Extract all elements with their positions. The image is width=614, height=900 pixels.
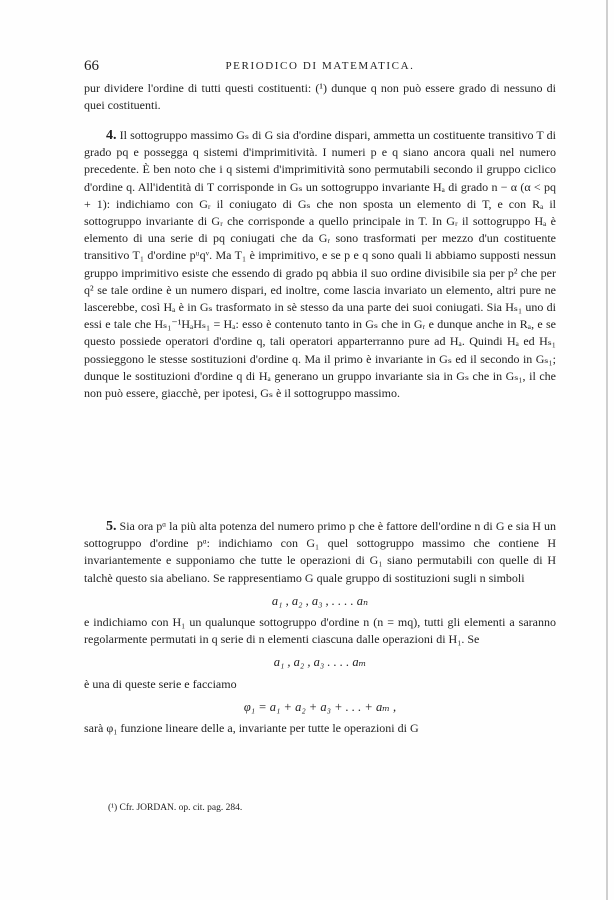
page-number: 66	[84, 58, 99, 74]
intro-paragraph: pur dividere l'ordine di tutti questi costituenti: (¹) dunque q non può essere grado di nessuno di quei costituenti.	[84, 81, 556, 113]
section-5	[84, 518, 556, 737]
section-5-text-2: e indichiamo con H₁ un qualunque sottogruppo d'ordine n (n = mq), tutti gli elementi a saranno regolarmente permutati in q serie di n elementi ciascuna dalle operazioni di H₁. Se	[84, 615, 556, 647]
footnote: (¹) Cfr. JORDAN. op. cit. pag. 284.	[108, 803, 243, 813]
formula-phi-sum: φ₁ = a₁ + a₂ + a₃ + . . . + aₘ ,	[243, 699, 397, 714]
page-header	[84, 58, 556, 78]
section-5-text-3: è una di queste serie e facciamo	[84, 676, 237, 691]
section-4	[84, 127, 556, 402]
section-5-text-1: Sia ora pᵅ la più alta potenza del numero primo p che è fattore dell'ordine n di G e sia H un sottogruppo d'ordine pᵅ: indichiamo con G₁ quel sottogruppo massimo che contiene H invariantemente e supponiamo che tutte le operazioni di G₁ siano permutabili con quelle di H talchè questo sia abeliano. Se rappresentiamo G quale gruppo di sostituzioni sugli n simboli	[84, 519, 556, 585]
section-5-text-4: sarà φ₁ funzione lineare delle a, invariante per tutte le operazioni di G	[84, 721, 419, 736]
intro-paragraph-block	[84, 80, 556, 114]
page-edge-shadow	[606, 0, 608, 900]
section-4-paragraph	[84, 127, 556, 402]
section-5-number: 5.	[106, 519, 117, 534]
running-title: PERIODICO DI MATEMATICA.	[225, 60, 415, 72]
formula-symbols-n: a₁ , a₂ , a₃ , . . . . aₙ	[271, 593, 369, 608]
section-4-number: 4.	[106, 128, 117, 143]
section-4-text: Il sottogruppo massimo Gₛ di G sia d'ordine dispari, ammetta un costituente transitivo T di grado pq e possegga q sistemi d'imprimitività. I numeri p e q siano ancora quali nel numero precedente. È ben noto che i q sistemi d'imprimitività sono permutabili secondo il gruppo ciclico d'ordine q. All'identità di T corrisponde in Gₛ un sottogruppo invariante Hₐ di grado n − α (α < pq + 1): indichiamo con Gᵣ il coniugato di Gₛ che non sposta un elemento di T, e con Rₐ il sottogruppo invariante di Gᵣ che corrisponde a quello principale in T. In Gᵣ il sottogruppo Hₐ è elemento di una serie di pq coniugati che da Gᵣ sono trasformati per mezzo d'un costituente transitivo T₁ d'ordine pᵘqᵛ. Ma T₁ è imprimitivo, e se p e q sono quali li abbiamo supposti nessun gruppo imprimitivo esiste che essendo di grado pq abbia il suo ordine divisibile sia per p² che per q² se tale ordine è un numero dispari, ed inoltre, come lascia invariato un elemento, altri pure ne lascerebbe, così Hₐ è in Gₛ trasformato in sè stesso da una parte dei suoi coniugati. Sia Hₛ₁ uno di essi e tale che Hₛ₁⁻¹HₐHₛ₁ = Hₐ: esso è contenuto tanto in Gₛ che in Gᵣ e dunque anche in Rₐ, e se questo possiede operatori d'ordine q, tali operatori apparterranno pure ad Hₐ. Quindi Hₐ ed Hₛ₁ possieggono le stesse sostituzioni d'ordine q. Ma il primo è invariante in Gₛ ed il secondo in Gₛ₁; dunque le sostituzioni d'ordine q di Hₐ generano un gruppo invariante sia in Gₛ che in Gₛ₁, il che non può essere, giacchè, per ipotesi, Gₛ è il sottogruppo massimo.	[84, 128, 556, 401]
section-5-paragraph-1	[84, 518, 556, 587]
formula-symbols-m: a₁ , a₂ , a₃ . . . . aₘ	[273, 655, 367, 670]
